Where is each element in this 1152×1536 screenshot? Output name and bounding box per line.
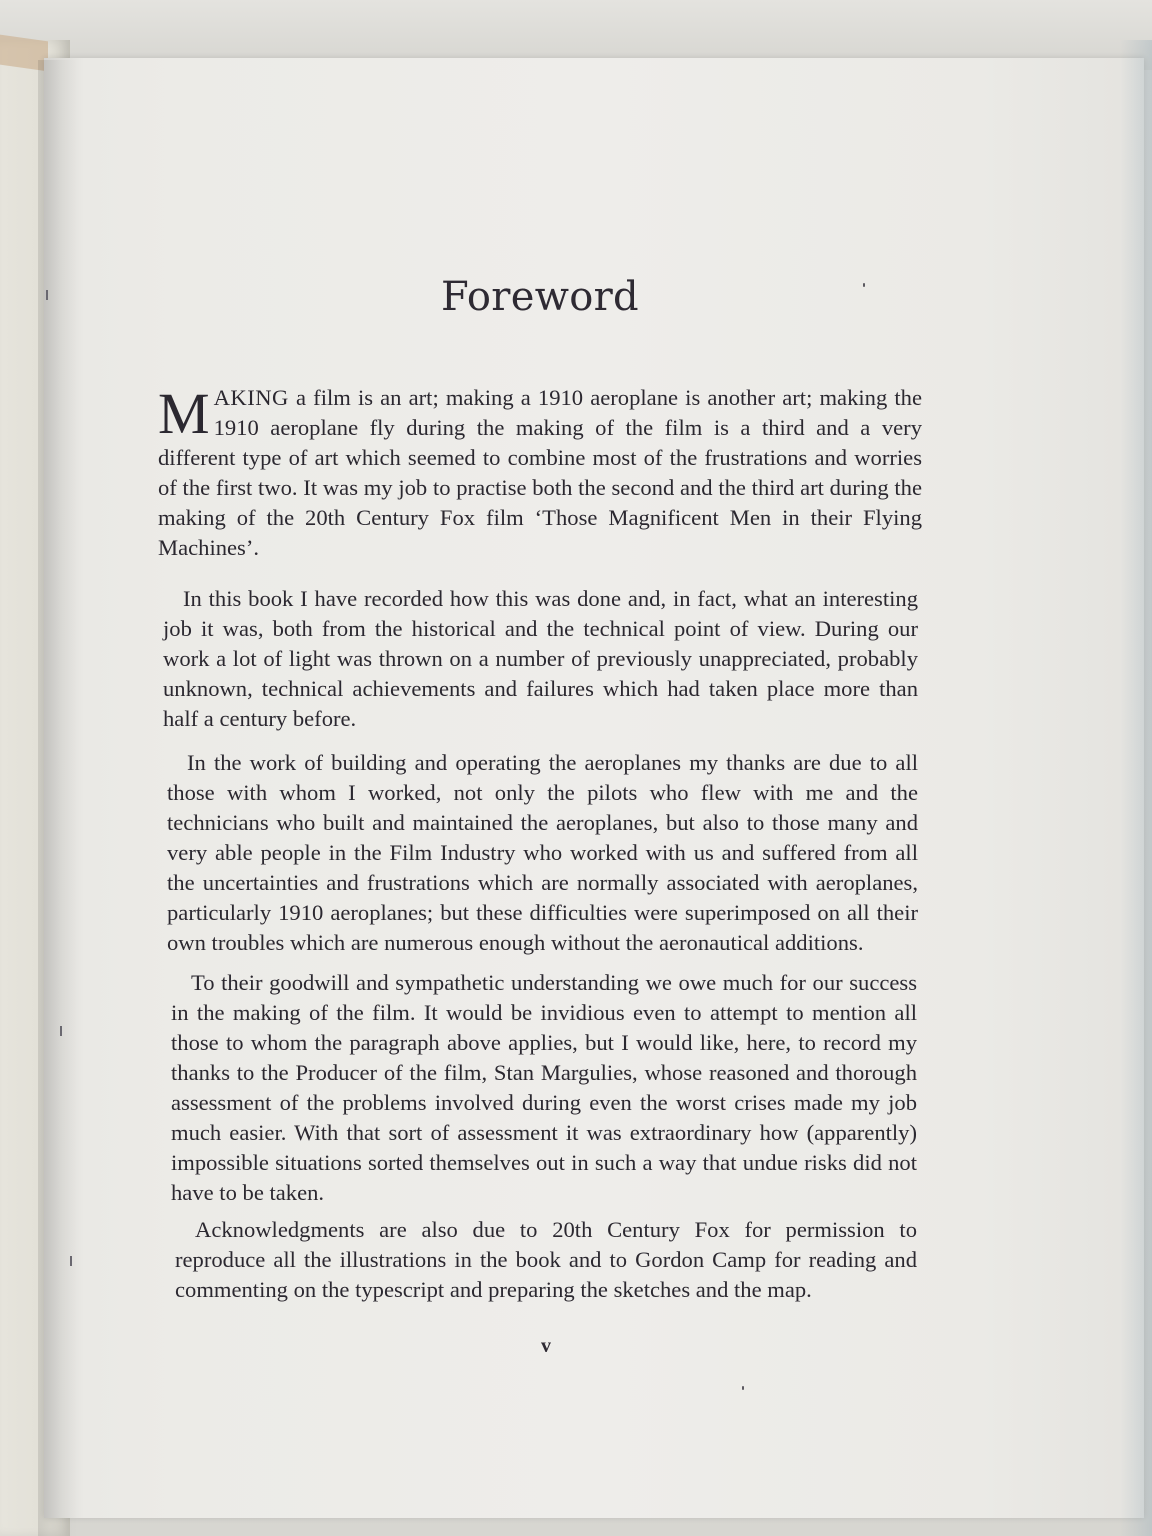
paragraph-5-text: Acknowledgments are also due to 20th Century Fox for permission to reproduce all the illustrations in the book and to Gordon Camp for reading and commenting on the typescript and preparing the sketches and the map. [175, 1217, 917, 1302]
binding-mark [46, 290, 48, 300]
binding-mark [60, 1026, 62, 1036]
paragraph-4 [171, 968, 917, 1208]
right-page-edge [1120, 40, 1152, 1536]
page-number: v [541, 1335, 551, 1357]
paragraph-5 [175, 1215, 917, 1305]
paragraph-4-text: To their goodwill and sympathetic understanding we owe much for our success in the making of the film. It would be invidious even to attempt to mention all those to whom the paragraph above applies, but I would like, here, to record my thanks to the Producer of the film, Stan Margulies, whose reasoned and thorough assessment of the problems involved during even the worst crises made my job much easier. With that sort of assessment it was extraordinary how (apparently) impossible situations sorted themselves out in such a way that undue risks did not have to be taken. [171, 970, 917, 1205]
page-title: Foreword [441, 274, 639, 320]
paragraph-2-text: In this book I have recorded how this was done and, in fact, what an interesting job it was, both from the historical and the technical point of view. During our work a lot of light was thrown on a number of previously unappreciated, probably unknown, technical achievements and failures which had taken place more than half a century before. [163, 586, 918, 731]
paragraph-3 [167, 748, 918, 958]
paragraph-1-text: a film is an art; making a 1910 aeroplane is another art; making the 1910 aeroplane fly during the making of the film is a third and a very different type of art which seemed to combine most of the frustrations and worries of the first two. It was my job to practise both the second and the third art during the making of the 20th Century Fox film ‘Those Magnificent Men in their Flying Machines’. [158, 385, 922, 560]
binding-mark [70, 1256, 72, 1266]
opening-smallcaps: AKING [213, 385, 289, 410]
paragraph-1 [158, 383, 922, 563]
spine-shadow [38, 60, 78, 1536]
drop-cap: M [158, 381, 210, 446]
paragraph-2 [163, 584, 918, 734]
paper-speck [863, 283, 865, 287]
paragraph-3-text: In the work of building and operating the aeroplanes my thanks are due to all those with whom I worked, not only the pilots who flew with me and the technicians who built and maintained the aeroplanes, but also to those many and very able people in the Film Industry who worked with us and suffered from all the uncertainties and frustrations which are normally associated with aeroplanes, particularly 1910 aeroplanes; but these difficulties were superimposed on all their own troubles which are numerous enough without the aeronautical additions. [167, 750, 918, 955]
paper-speck [742, 1386, 744, 1390]
